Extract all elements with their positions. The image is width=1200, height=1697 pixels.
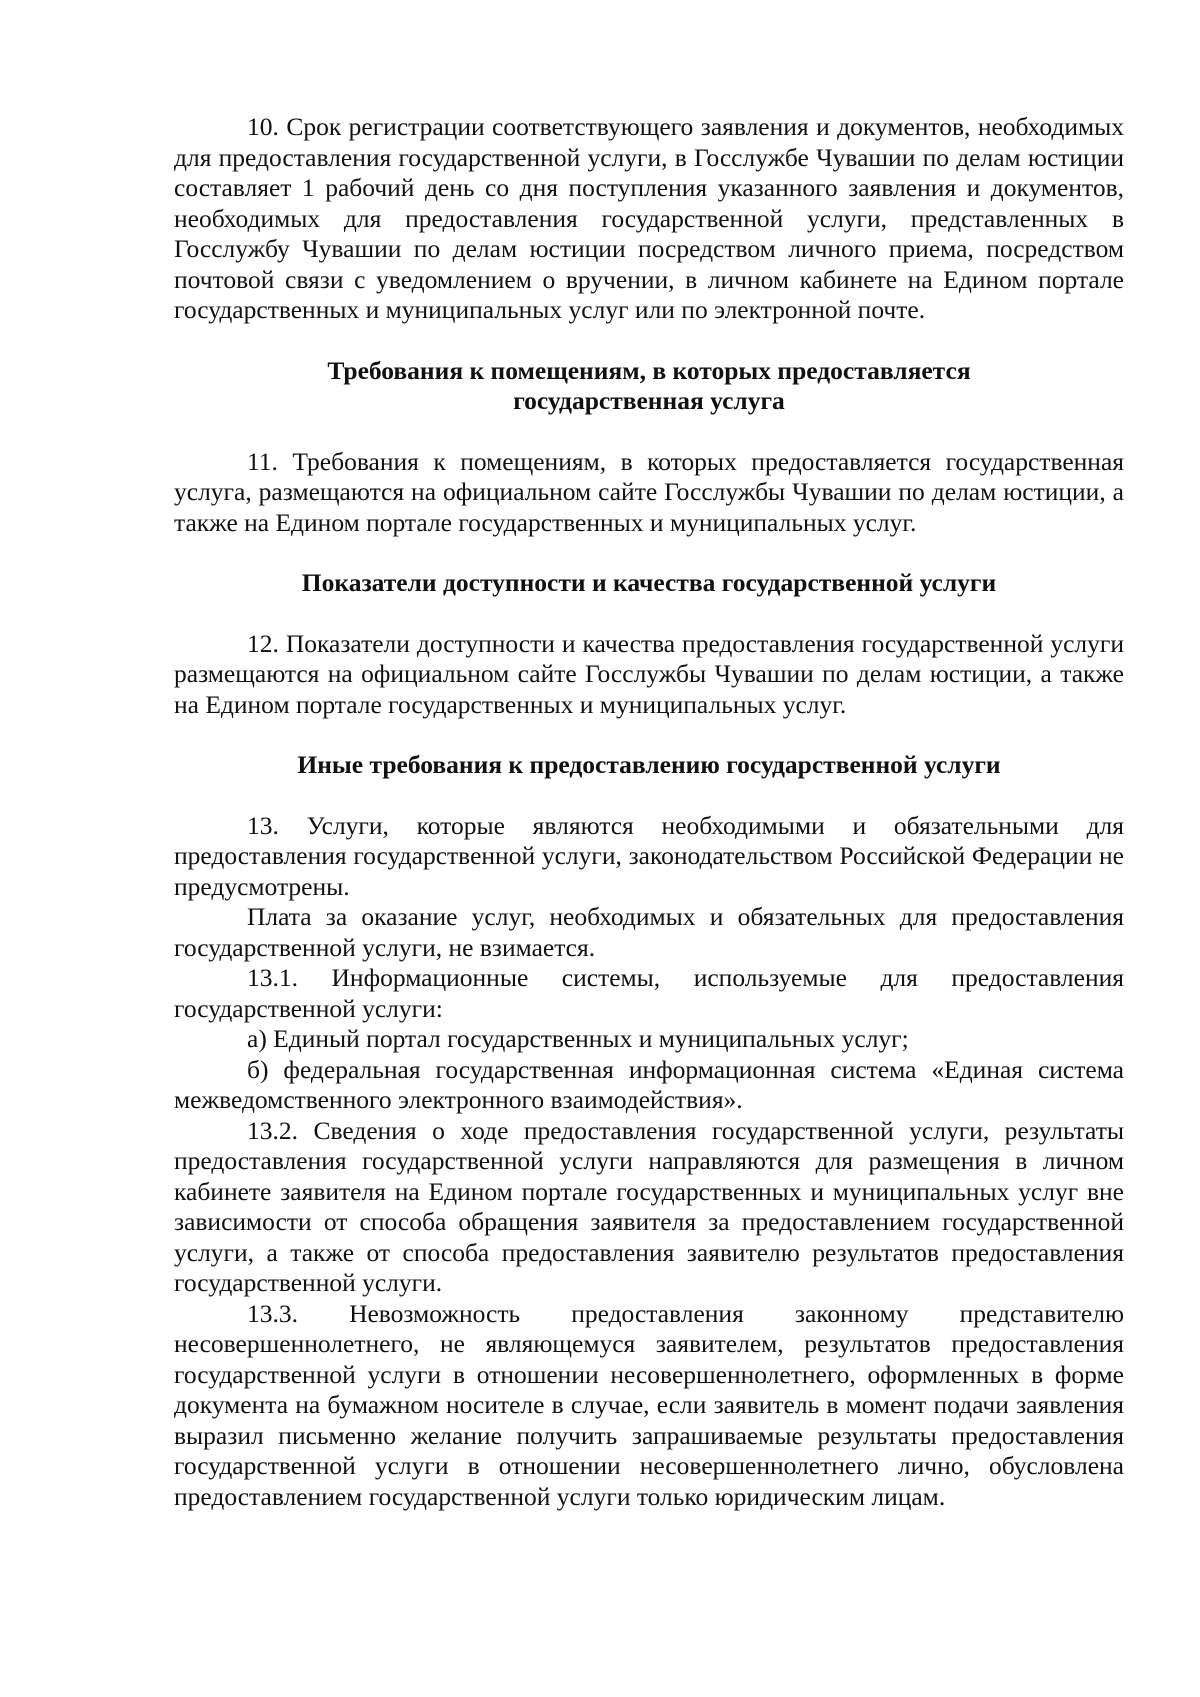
paragraph-13-3: 13.3. Невозможность предоставления законному представителю несовершеннолетнего, не являющемуся заявителем, результатов предоставления государственной услуги в отношении несовершеннолетнего, оформленных в форме документа на бумажном носителе в случае, если заявитель в момент подачи заявления выразил письменно желание получить запрашиваемые результаты предоставления государственной услуги в отношении несовершеннолетнего лично, обусловлена предоставлением государственной услуги только юридическим лицам.	[174, 1298, 1124, 1511]
paragraph-13-2: 13.2. Сведения о ходе предоставления государственной услуги, результаты предоставления государственной услуги направляются для размещения в личном кабинете заявителя на Едином портале государственных и муниципальных услуг вне зависимости от способа обращения заявителя за предоставлением государственной услуги, а также от способа предоставления заявителю результатов предоставления государственной услуги.	[174, 1115, 1124, 1297]
paragraph-13-fee: Плата за оказание услуг, необходимых и обязательных для предоставления государственной услуги, не взимается.	[174, 902, 1124, 962]
paragraph-12: 12. Показатели доступности и качества предоставления государственной услуги размещаются на официальном сайте Госслужбы Чувашии по делам юстиции, а также на Едином портале государственных и муниципальных услуг.	[174, 628, 1124, 719]
paragraph-11: 11. Требования к помещениям, в которых предоставляется государственная услуга, размещаются на официальном сайте Госслужбы Чувашии по делам юстиции, а также на Едином портале государственных и муниципальных услуг.	[174, 446, 1124, 537]
heading-premises-line2: государственная услуга	[513, 386, 785, 415]
heading-other-requirements: Иные требования к предоставлению государственной услуги	[297, 750, 1001, 779]
document-page	[174, 112, 1124, 1512]
paragraph-13-1-b: б) федеральная государственная информационная система «Единая система межведомственного электронного взаимодействия».	[174, 1054, 1124, 1114]
paragraph-13-1: 13.1. Информационные системы, используемые для предоставления государственной услуги:	[174, 963, 1124, 1023]
paragraph-10: 10. Срок регистрации соответствующего заявления и документов, необходимых для предоставления государственной услуги, в Госслужбе Чувашии по делам юстиции составляет 1 рабочий день со дня поступления указанного заявления и документов, необходимых для предоставления государственной услуги, представленных в Госслужбу Чувашии по делам юстиции посредством личного приема, посредством почтовой связи с уведомлением о вручении, в личном кабинете на Едином портале государственных и муниципальных услуг или по электронной почте.	[174, 112, 1124, 324]
heading-quality: Показатели доступности и качества государственной услуги	[301, 568, 997, 597]
paragraph-13-1-a: а) Единый портал государственных и муниципальных услуг;	[247, 1024, 909, 1053]
heading-premises-line1: Требования к помещениям, в которых предоставляется	[327, 355, 971, 385]
heading-premises	[174, 356, 1124, 417]
paragraph-13: 13. Услуги, которые являются необходимыми и обязательными для предоставления государственной услуги, законодательством Российской Федерации не предусмотрены.	[174, 810, 1124, 901]
